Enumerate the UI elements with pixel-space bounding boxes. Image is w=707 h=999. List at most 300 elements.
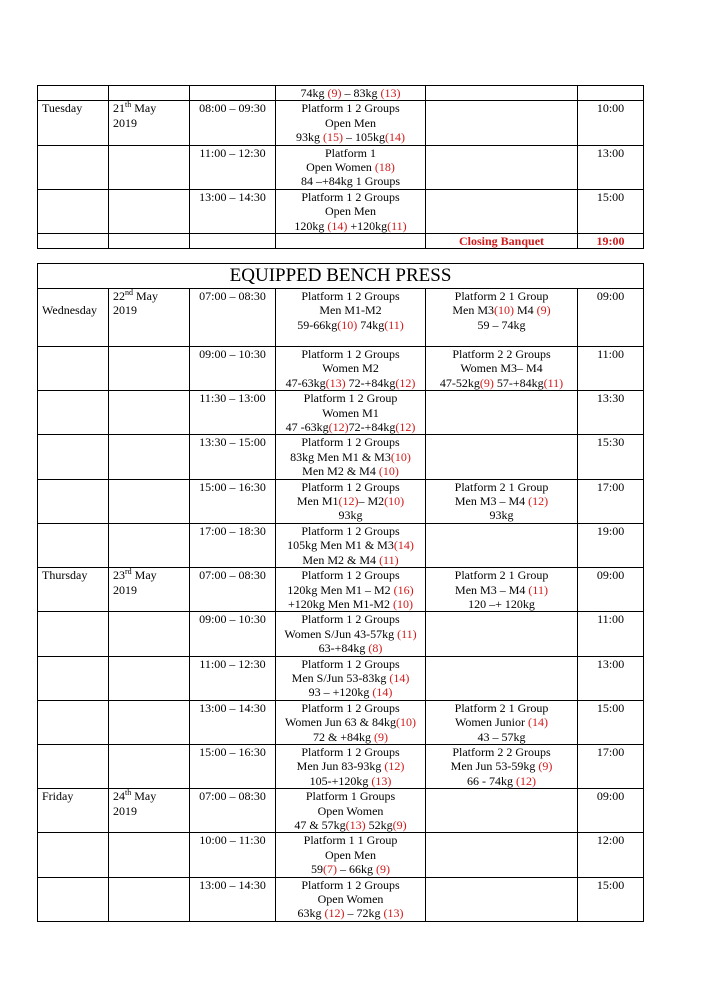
text-fragment: Platform 1 2 Groups — [301, 700, 400, 715]
cell-line — [428, 376, 575, 390]
cell-line — [278, 303, 423, 317]
text-fragment: Open Women — [317, 892, 384, 907]
platform-1-cell — [276, 656, 426, 700]
day-cell — [38, 189, 109, 233]
text-fragment: 105kg Men M1 & M3 — [287, 538, 394, 553]
text-fragment: 74kg — [300, 86, 328, 100]
date-cell — [109, 101, 190, 145]
text-fragment: – 66kg — [337, 862, 376, 877]
text-fragment: Women Jun 63 & 84kg — [284, 715, 397, 730]
end-time: 12:00 — [596, 833, 625, 848]
day-cell — [38, 789, 109, 833]
cell-line — [278, 759, 423, 773]
end-time-cell — [578, 612, 644, 656]
time-range: 13:00 – 14:30 — [199, 877, 266, 892]
time-cell — [190, 289, 276, 347]
end-time-cell — [578, 234, 644, 249]
time-range: 13:00 – 14:30 — [199, 700, 266, 715]
cell-line — [278, 627, 423, 641]
count-label: (14) — [528, 715, 549, 730]
cell-line — [278, 553, 423, 567]
text-fragment: Open Women — [306, 160, 375, 175]
table-row — [38, 101, 644, 145]
time-cell — [190, 700, 276, 744]
time-cell — [190, 789, 276, 833]
text-fragment: Men M2 & M4 — [302, 464, 379, 479]
text-fragment: 47-52kg — [439, 375, 480, 390]
date-cell — [109, 189, 190, 233]
cell-line — [278, 685, 423, 699]
end-time: 10:00 — [596, 101, 625, 116]
cell-line — [278, 583, 423, 597]
platform-2-cell — [426, 568, 578, 612]
text-fragment: +120kg Men M1-M2 — [287, 596, 394, 611]
cell-line — [278, 289, 423, 303]
time-cell — [190, 523, 276, 567]
table-row — [38, 789, 644, 833]
text-fragment: 66 - 74kg — [467, 773, 516, 788]
text-fragment: Platform 1 2 Groups — [301, 101, 400, 116]
count-label: (10) — [393, 596, 414, 611]
count-label: (12) — [384, 759, 405, 774]
text-fragment: Platform 1 2 Groups — [301, 189, 400, 204]
cell-line — [278, 715, 423, 729]
table-row — [38, 189, 644, 233]
text-fragment: Platform 1 2 Groups — [301, 479, 400, 494]
date-cell — [109, 656, 190, 700]
time-range: 07:00 – 08:30 — [199, 568, 266, 583]
count-label: (10) — [384, 494, 405, 509]
platform-2-cell — [426, 700, 578, 744]
text-fragment: 93kg — [489, 508, 514, 523]
text-fragment: 57-+84kg — [493, 375, 544, 390]
text-fragment: Open Men — [325, 847, 376, 862]
day-cell — [38, 700, 109, 744]
count-label: (11) — [543, 375, 564, 390]
date-cell — [109, 435, 190, 479]
time-cell — [190, 479, 276, 523]
count-label: (13) — [325, 375, 346, 390]
count-label: Closing Banquet — [458, 234, 545, 249]
platform-2-cell — [426, 189, 578, 233]
end-time: 09:00 — [596, 568, 625, 583]
text-fragment: Platform 1 2 Groups — [301, 656, 400, 671]
text-fragment: 105-+120kg — [309, 773, 372, 788]
time-cell — [190, 86, 276, 101]
end-time: 13:00 — [596, 656, 625, 671]
count-label: (9) — [538, 759, 553, 774]
count-label: (9) — [327, 86, 342, 100]
end-time-cell — [578, 289, 644, 347]
table-heading-row — [38, 264, 644, 289]
end-time-cell — [578, 435, 644, 479]
time-cell — [190, 347, 276, 391]
count-label: (10) — [337, 317, 358, 332]
date-cell — [109, 234, 190, 249]
text-fragment: 93kg — [338, 508, 363, 523]
text-fragment: Platform 2 1 Group — [454, 289, 549, 303]
cell-line — [428, 759, 575, 773]
time-cell — [190, 877, 276, 921]
platform-1-cell — [276, 86, 426, 101]
cell-line — [278, 657, 423, 671]
end-time: 19:00 — [596, 523, 625, 538]
end-time-cell — [578, 656, 644, 700]
cell-line — [278, 862, 423, 876]
count-label: (14) — [372, 685, 393, 700]
table-row — [38, 744, 644, 788]
text-fragment: Platform 1 2 Groups — [301, 435, 400, 450]
text-fragment: – 72kg — [344, 906, 384, 921]
date-cell — [109, 145, 190, 189]
text-fragment: 52kg — [365, 818, 393, 832]
cell-line — [278, 174, 423, 188]
text-fragment: 43 – 57kg — [477, 729, 526, 744]
date-cell — [109, 523, 190, 567]
schedule-table-top — [37, 85, 644, 249]
text-fragment: 23 — [113, 568, 125, 583]
date-cell — [109, 289, 190, 347]
text-fragment: 59 – 74kg — [477, 317, 526, 332]
cell-line — [278, 701, 423, 715]
end-time-cell — [578, 523, 644, 567]
count-label: (12) — [395, 420, 416, 435]
cell-line — [428, 234, 575, 248]
text-fragment: th — [125, 788, 132, 798]
cell-line — [278, 494, 423, 508]
count-label: (10) — [390, 449, 411, 464]
cell-line — [113, 789, 187, 803]
text-fragment: May — [131, 101, 157, 116]
date-cell — [109, 877, 190, 921]
count-label: (9) — [479, 375, 494, 390]
cell-line — [278, 906, 423, 920]
table-row — [38, 145, 644, 189]
count-label: (11) — [397, 626, 417, 641]
cell-line — [278, 671, 423, 685]
text-fragment: 22 — [113, 289, 125, 303]
cell-line — [278, 116, 423, 130]
cell-line — [278, 833, 423, 847]
platform-2-cell — [426, 145, 578, 189]
time-cell — [190, 234, 276, 249]
time-range: 13:30 – 15:00 — [199, 435, 266, 450]
end-time-cell — [578, 347, 644, 391]
end-time: 15:00 — [596, 700, 625, 715]
text-fragment: 74kg — [357, 317, 385, 332]
cell-line — [428, 597, 575, 611]
time-range: 07:00 – 08:30 — [199, 789, 266, 804]
text-fragment: Platform 1 2 Groups — [301, 877, 400, 892]
table-row — [38, 700, 644, 744]
text-fragment: 120kg Men M1 – M2 — [287, 582, 394, 597]
date-cell — [109, 833, 190, 877]
cell-line — [278, 146, 423, 160]
count-label: (14) — [327, 218, 348, 233]
date-cell — [109, 568, 190, 612]
cell-line — [278, 774, 423, 788]
date-cell — [109, 347, 190, 391]
text-fragment: 93 – +120kg — [308, 685, 373, 700]
text-fragment: th — [125, 100, 132, 110]
cell-line — [278, 219, 423, 233]
text-fragment: Platform 2 1 Group — [454, 479, 549, 494]
text-fragment: Platform 2 1 Group — [454, 568, 549, 583]
text-fragment: Platform 1 — [325, 145, 376, 160]
text-fragment: Women S/Jun 43-57kg — [284, 626, 398, 641]
cell-line — [278, 878, 423, 892]
date-cell — [109, 612, 190, 656]
platform-2-cell — [426, 479, 578, 523]
text-fragment: Platform 1 2 Groups — [301, 523, 400, 538]
count-label: (12) — [338, 494, 359, 509]
day-cell — [38, 523, 109, 567]
count-label: (12) — [324, 906, 345, 921]
end-time: 09:00 — [596, 789, 625, 804]
cell-line — [278, 818, 423, 832]
cell-line — [113, 101, 187, 115]
end-time-cell — [578, 877, 644, 921]
day-cell — [38, 347, 109, 391]
text-fragment: Platform 1 Groups — [305, 789, 396, 804]
end-time: 15:00 — [596, 189, 625, 204]
time-cell — [190, 612, 276, 656]
text-fragment: 72-+84kg — [345, 375, 396, 390]
text-fragment: 63kg — [297, 906, 325, 921]
table-row — [38, 86, 644, 101]
cell-line — [278, 391, 423, 405]
platform-1-cell — [276, 833, 426, 877]
end-time-cell — [578, 101, 644, 145]
text-fragment: 2019 — [113, 582, 137, 597]
text-fragment: Women M1 — [322, 405, 379, 420]
text-fragment: Platform 1 1 Group — [303, 833, 398, 848]
text-fragment: Men S/Jun 53-83kg — [291, 670, 390, 685]
time-cell — [190, 568, 276, 612]
cell-line — [278, 524, 423, 538]
text-fragment: 24 — [113, 789, 125, 804]
cell-line — [113, 289, 187, 303]
count-label: (16) — [393, 582, 414, 597]
time-range: 11:00 – 12:30 — [199, 145, 266, 160]
day-cell — [38, 391, 109, 435]
platform-2-cell — [426, 789, 578, 833]
count-label: (10) — [494, 303, 514, 318]
text-fragment: 2019 — [113, 115, 137, 130]
day-label: Thursday — [42, 568, 88, 583]
text-fragment: Men M3 – M4 — [455, 582, 529, 597]
time-cell — [190, 101, 276, 145]
cell-line — [278, 730, 423, 744]
end-time: 19:00 — [596, 234, 625, 249]
platform-1-cell — [276, 568, 426, 612]
day-cell — [38, 656, 109, 700]
cell-line — [278, 190, 423, 204]
cell-line — [278, 789, 423, 803]
count-label: (12) — [395, 375, 416, 390]
time-range: 11:30 – 13:00 — [199, 391, 266, 406]
platform-2-cell — [426, 656, 578, 700]
cell-line — [113, 303, 187, 317]
count-label: (9) — [536, 303, 551, 318]
end-time: 17:00 — [596, 479, 625, 494]
text-fragment: 120kg — [294, 218, 328, 233]
platform-2-cell — [426, 833, 578, 877]
date-cell — [109, 391, 190, 435]
count-label: (12) — [516, 773, 536, 788]
count-label: (10) — [378, 464, 399, 479]
text-fragment: 47-63kg — [285, 375, 326, 390]
platform-1-cell — [276, 234, 426, 249]
time-cell — [190, 656, 276, 700]
text-fragment: 72-+84kg — [348, 420, 396, 435]
cell-line — [278, 361, 423, 375]
schedule-table-bench-press — [37, 263, 644, 922]
date-cell — [109, 86, 190, 101]
date-cell — [109, 744, 190, 788]
section-heading: EQUIPPED BENCH PRESS — [38, 264, 644, 289]
count-label: (13) — [345, 818, 366, 832]
count-label: (9) — [374, 729, 389, 744]
text-fragment: – 105kg — [343, 130, 385, 145]
count-label: (12) — [528, 494, 549, 509]
time-range: 11:00 – 12:30 — [199, 656, 266, 671]
cell-line — [278, 568, 423, 582]
date-cell — [109, 700, 190, 744]
text-fragment: Men M1 — [296, 494, 339, 509]
time-cell — [190, 189, 276, 233]
text-fragment: Platform 2 2 Groups — [452, 744, 551, 759]
cell-line — [278, 804, 423, 818]
time-range: 13:00 – 14:30 — [199, 189, 266, 204]
platform-2-cell — [426, 234, 578, 249]
cell-line — [278, 597, 423, 611]
time-range: 08:00 – 09:30 — [199, 101, 266, 116]
time-range: 07:00 – 08:30 — [199, 289, 266, 303]
cell-line — [278, 420, 423, 434]
cell-line — [428, 480, 575, 494]
date-cell — [109, 479, 190, 523]
cell-line — [113, 116, 187, 130]
cell-line — [278, 86, 423, 100]
end-time-cell — [578, 86, 644, 101]
time-cell — [190, 833, 276, 877]
platform-1-cell — [276, 700, 426, 744]
end-time-cell — [578, 391, 644, 435]
table-row — [38, 391, 644, 435]
time-range: 17:00 – 18:30 — [199, 523, 266, 538]
day-cell — [38, 234, 109, 249]
table-row — [38, 289, 644, 347]
day-label: Friday — [42, 789, 74, 804]
text-fragment: Platform 1 2 Groups — [301, 347, 400, 361]
platform-2-cell — [426, 877, 578, 921]
day-cell — [38, 479, 109, 523]
cell-line — [428, 303, 575, 317]
text-fragment: May — [133, 289, 158, 303]
end-time: 09:00 — [596, 289, 625, 303]
cell-line — [278, 538, 423, 552]
text-fragment: Platform 2 2 Groups — [452, 347, 551, 361]
text-fragment: Open Women — [317, 803, 384, 818]
cell-line — [278, 406, 423, 420]
cell-line — [113, 804, 187, 818]
time-cell — [190, 391, 276, 435]
text-fragment: Platform 1 2 Group — [303, 391, 398, 406]
cell-line — [278, 745, 423, 759]
cell-line — [113, 568, 187, 582]
end-time-cell — [578, 700, 644, 744]
count-label: (10) — [396, 715, 417, 730]
platform-1-cell — [276, 877, 426, 921]
cell-line — [278, 508, 423, 522]
table-row — [38, 877, 644, 921]
platform-1-cell — [276, 347, 426, 391]
table-row — [38, 523, 644, 567]
cell-line — [428, 583, 575, 597]
cell-line — [278, 204, 423, 218]
text-fragment: 63-+84kg — [318, 641, 369, 656]
text-fragment: Women M3– M4 — [460, 361, 543, 376]
text-fragment: Open Men — [325, 115, 376, 130]
table-row — [38, 833, 644, 877]
table-row — [38, 568, 644, 612]
cell-line — [278, 848, 423, 862]
count-label: (15) — [323, 130, 343, 145]
time-cell — [190, 744, 276, 788]
table-row — [38, 347, 644, 391]
cell-line — [428, 730, 575, 744]
text-fragment: Men M1-M2 — [319, 303, 382, 318]
end-time: 15:30 — [596, 435, 625, 450]
cell-line — [278, 892, 423, 906]
text-fragment: Men M3 – M4 — [454, 494, 529, 509]
count-label: (14) — [385, 130, 405, 145]
end-time: 13:30 — [596, 391, 625, 406]
text-fragment: Platform 1 2 Groups — [301, 568, 400, 583]
date-cell — [109, 789, 190, 833]
platform-2-cell — [426, 435, 578, 479]
platform-1-cell — [276, 479, 426, 523]
table-row — [38, 479, 644, 523]
text-fragment: 47 -63kg — [285, 420, 329, 435]
platform-2-cell — [426, 86, 578, 101]
end-time-cell — [578, 189, 644, 233]
cell-line — [428, 494, 575, 508]
table-row — [38, 612, 644, 656]
end-time-cell — [578, 789, 644, 833]
end-time: 11:00 — [597, 347, 624, 361]
count-label: (13) — [383, 906, 404, 921]
day-label: Wednesday — [42, 303, 98, 317]
cell-line — [278, 464, 423, 478]
count-label: (13) — [380, 86, 401, 100]
cell-line — [428, 701, 575, 715]
cell-line — [428, 318, 575, 332]
cell-line — [278, 376, 423, 390]
end-time: 13:00 — [596, 145, 625, 160]
time-range: 09:00 – 10:30 — [199, 612, 266, 627]
platform-1-cell — [276, 523, 426, 567]
count-label: (18) — [374, 160, 395, 175]
text-fragment: Men M2 & M4 — [302, 552, 380, 567]
time-cell — [190, 145, 276, 189]
end-time-cell — [578, 744, 644, 788]
text-fragment: 83kg Men M1 & M3 — [290, 449, 391, 464]
text-fragment: Platform 2 1 Group — [454, 700, 549, 715]
cell-line — [113, 583, 187, 597]
count-label: (9) — [376, 862, 390, 877]
